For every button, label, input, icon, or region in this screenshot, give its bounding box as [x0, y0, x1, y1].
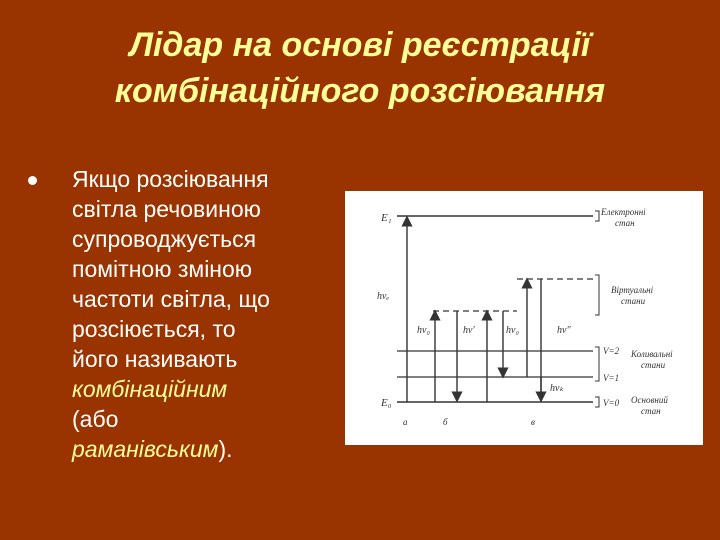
bullet-line: частоти світла, що: [72, 286, 270, 312]
bracket-electronic: [595, 211, 599, 221]
label-vibrational-1: Коливальні: [631, 349, 673, 359]
emphasis-combinational: комбінаційним: [72, 376, 228, 402]
bullet-line-tail: ).: [218, 436, 233, 462]
label-ground-2: стан: [641, 406, 661, 416]
label-electronic-1: Електронні: [601, 207, 646, 217]
label-e0: E₀: [381, 397, 392, 409]
bullet-line: супроводжується: [72, 226, 257, 252]
label-virtual-1: Віртуальні: [611, 285, 654, 295]
label-hv0-b: hν₀: [506, 325, 519, 336]
bracket-ground: [595, 397, 599, 407]
column-label-b: б: [443, 417, 448, 427]
label-hv-prime: hν′: [463, 325, 475, 336]
bullet-line: помітною зміною: [72, 256, 253, 282]
label-vibrational-2: стани: [641, 360, 666, 370]
bullet-text: [72, 164, 362, 464]
bullet-dot-icon: [28, 176, 37, 185]
label-v2: V=2: [603, 346, 620, 356]
label-hvk: hνₖ: [550, 383, 564, 394]
bullet-line: (або: [72, 406, 119, 432]
slide-title-line-2: комбінаційного розсіювання: [114, 72, 606, 110]
label-electronic-2: стан: [615, 218, 635, 228]
label-hv-double: hν″: [557, 325, 571, 336]
bullet-line: Якщо розсіювання: [72, 166, 269, 192]
energy-level-diagram: [345, 191, 703, 445]
label-v0: V=0: [603, 398, 620, 408]
label-ground-1: Основний: [631, 395, 668, 405]
label-virtual-2: стани: [621, 296, 646, 306]
bracket-vibrational: [595, 347, 599, 381]
label-hv-e: hνₑ: [377, 291, 390, 302]
label-v1: V=1: [603, 373, 620, 383]
bullet-line: його називають: [72, 346, 238, 372]
slide-title: [0, 22, 720, 114]
column-label-v: в: [531, 417, 535, 427]
label-hv0-a: hν₀: [417, 325, 430, 336]
energy-level-svg: [345, 191, 703, 445]
label-e1: E₁: [381, 212, 392, 224]
bullet-line: розсіюється, то: [72, 316, 236, 342]
bullet-line: світла речовиною: [72, 196, 261, 222]
column-label-a: а: [403, 417, 408, 427]
emphasis-raman: раманівським: [72, 436, 219, 462]
bracket-virtual: [595, 275, 599, 315]
slide-title-line-1: Лідар на основі реєстрації: [129, 26, 591, 64]
